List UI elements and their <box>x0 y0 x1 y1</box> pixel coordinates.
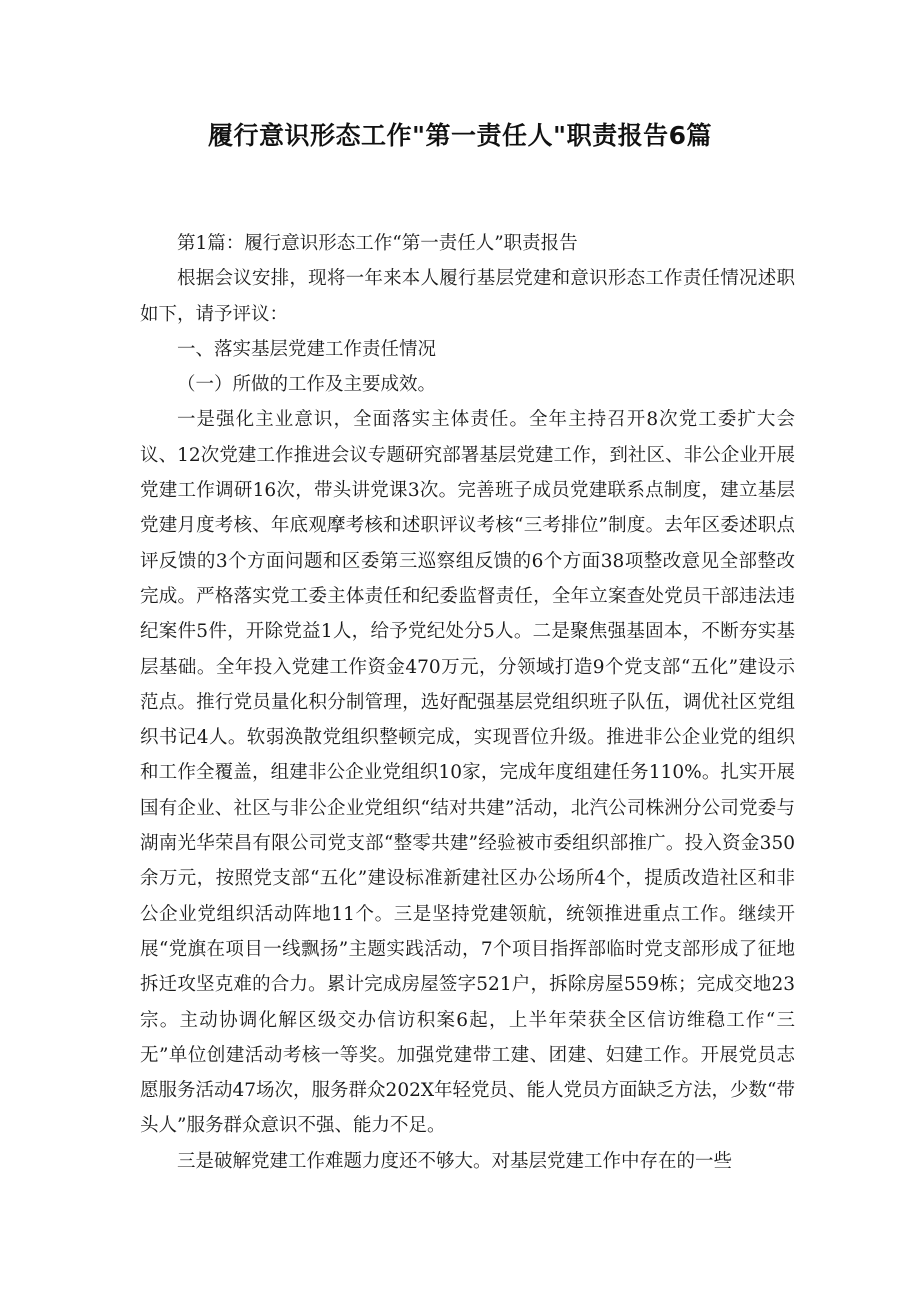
document-body <box>140 226 795 1179</box>
section-heading: 一、落实基层党建工作责任情况 <box>177 338 437 360</box>
chapter-heading: 第1篇：履行意识形态工作“第一责任人”职责报告 <box>177 233 578 254</box>
body-paragraph: 一是强化主业意识，全面落实主体责任。全年主持召开8次党工委扩大会议、12次党建工作推进会议专题研究部署基层党建工作，到社区、非公企业开展党建工作调研16次，带头讲党课3次。完善班子成员党建联系点制度，建立基层党建月度考核、年底观摩考核和述职评议考核“三考排位”制度。去年区委述职点评反馈的3个方面问题和区委第三巡察组反馈的6个方面38项整改意见全部整改完成。严格落实党工委主体责任和纪委监督责任，全年立案查处党员干部违法违纪案件5件，开除党益1人，给予党纪处分5人。二是聚焦强基固本，不断夯实基层基础。全年投入党建工作资金470万元，分领域打造9个党支部“五化”建设示范点。推行党员量化积分制管理，选好配强基层党组织班子队伍，调优社区党组织书记4人。软弱涣散党组织整顿完成，实现晋位升级。推进非公企业党的组织和工作全覆盖，组建非公企业党组织10家，完成年度组建任务110%。扎实开展国有企业、社区与非公企业党组织“结对共建”活动，北汽公司株洲分公司党委与湖南光华荣昌有限公司党支部“整零共建”经验被市委组织部推广。投入资金350余万元，按照党支部“五化”建设标准新建社区办公场所4个，提质改造社区和非公企业党组织活动阵地11个。三是坚持党建领航，统领推进重点工作。继续开展“党旗在项目一线飘扬”主题实践活动，7个项目指挥部临时党支部形成了征地拆迁攻坚克难的合力。累计完成房屋签字521户，拆除房屋559栋；完成交地23宗。主动协调化解区级交办信访积案6起，上半年荣获全区信访维稳工作“三无”单位创建活动考核一等奖。加强党建带工建、团建、妇建工作。开展党员志愿服务活动47场次，服务群众202X年轻党员、能人党员方面缺乏方法，少数“带头人”服务群众意识不强、能力不足。 <box>140 409 795 1137</box>
subsection-heading: （一）所做的工作及主要成效。 <box>177 374 437 396</box>
intro-paragraph: 根据会议安排，现将一年来本人履行基层党建和意识形态工作责任情况述职如下，请予评议： <box>140 268 795 325</box>
document-title: 履行意识形态工作"第一责任人"职责报告6篇 <box>208 121 712 150</box>
body-paragraph: 三是破解党建工作难题力度还不够大。对基层党建工作中存在的一些 <box>177 1150 733 1172</box>
